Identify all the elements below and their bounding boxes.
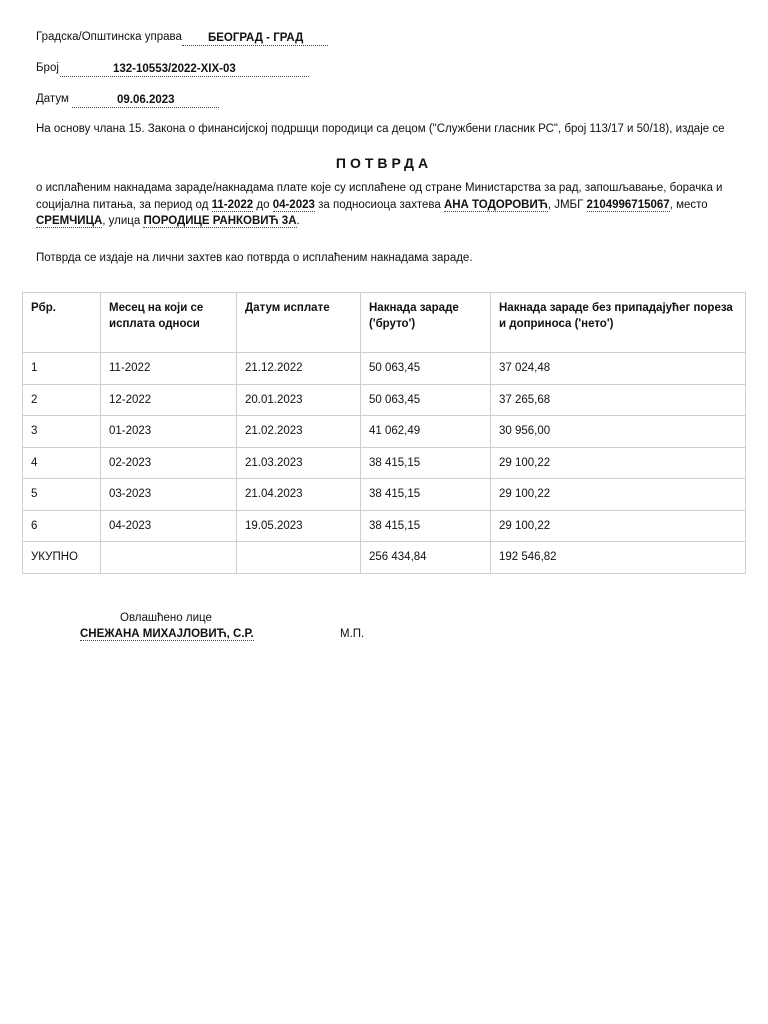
cell-payment-date: 21.02.2023 <box>237 416 361 448</box>
cell-payment-date: 19.05.2023 <box>237 510 361 542</box>
cell-payment-date: 20.01.2023 <box>237 384 361 416</box>
cell-gross: 38 415,15 <box>361 447 491 479</box>
period-to: 04-2023 <box>272 198 315 211</box>
para-text-3: за подносиоца захтева <box>314 198 444 211</box>
header-gross: Накнада зараде ('бруто') <box>361 293 491 353</box>
authority-label: Градска/Општинска управа <box>36 31 182 43</box>
cell-net: 29 100,22 <box>491 479 746 511</box>
cell-ordinal: 2 <box>23 384 101 416</box>
total-net: 192 546,82 <box>491 542 746 574</box>
table-header-row <box>23 293 746 353</box>
number-label: Број <box>36 62 59 74</box>
header-net: Накнада зараде без припадајућег пореза и доприноса ('нето') <box>491 293 746 353</box>
table-row <box>23 384 746 416</box>
street-value: ПОРОДИЦЕ РАНКОВИЋ 3А <box>143 215 297 227</box>
stamp-placeholder: М.П. <box>340 628 365 640</box>
payments-table <box>22 292 746 574</box>
cell-payment-date: 21.03.2023 <box>237 447 361 479</box>
cell-payment-date: 21.12.2022 <box>237 353 361 385</box>
para-text-4: , ЈМБГ <box>547 198 587 211</box>
number-value: 132-10553/2022-XIX-03 <box>60 62 309 77</box>
header-month: Месец на који се исплата односи <box>101 293 237 353</box>
cell-gross: 50 063,45 <box>361 353 491 385</box>
table-row <box>23 510 746 542</box>
date-value: 09.06.2023 <box>72 93 219 108</box>
intro-text: На основу члана 15. Закона о финансијској подршци породици са децом ("Службени гласник РС", број 113/17 и 50/18), издаје се <box>36 123 725 135</box>
cell-net: 37 265,68 <box>491 384 746 416</box>
para-text-5: , место <box>669 198 708 211</box>
cell-month: 12-2022 <box>101 384 237 416</box>
date-label: Датум <box>36 93 69 105</box>
authority-value: БЕОГРАД - ГРАД <box>182 31 328 46</box>
cell-ordinal: 1 <box>23 353 101 385</box>
signature-label: Овлашћено лице <box>120 612 212 624</box>
cell-ordinal: 3 <box>23 416 101 448</box>
table-row <box>23 447 746 479</box>
cell-net: 30 956,00 <box>491 416 746 448</box>
note-text: Потврда се издаје на лични захтев као потврда о исплаћеним накнадама зараде. <box>36 252 473 264</box>
total-empty-month <box>101 542 237 574</box>
table-row <box>23 479 746 511</box>
table-total-row <box>23 542 746 574</box>
header-ordinal: Рбр. <box>23 293 101 353</box>
total-empty-date <box>237 542 361 574</box>
para-text-1: о исплаћеним накнадама зараде/накнадама плате које су исплаћене од стране Министарства за рад, запошљавање, борачка и социјална питања, за период од <box>36 182 723 211</box>
cell-payment-date: 21.04.2023 <box>237 479 361 511</box>
place-value: СРЕМЧИЦА <box>36 215 103 227</box>
para-text-2: до <box>253 198 273 211</box>
para-text-6: , улица <box>102 215 144 227</box>
cell-net: 29 100,22 <box>491 510 746 542</box>
cell-net: 37 024,48 <box>491 353 746 385</box>
cell-gross: 41 062,49 <box>361 416 491 448</box>
signature-name: СНЕЖАНА МИХАЈЛОВИЋ, С.Р. <box>80 628 254 640</box>
jmbg-value: 2104996715067 <box>586 198 670 211</box>
document-title: ПОТВРДА <box>335 155 433 171</box>
cell-gross: 50 063,45 <box>361 384 491 416</box>
total-label: УКУПНО <box>23 542 101 574</box>
cell-month: 01-2023 <box>101 416 237 448</box>
para-text-7: . <box>296 215 300 227</box>
cell-ordinal: 4 <box>23 447 101 479</box>
cell-gross: 38 415,15 <box>361 479 491 511</box>
applicant-name: АНА ТОДОРОВИЋ <box>443 198 548 211</box>
table-row <box>23 353 746 385</box>
cell-ordinal: 6 <box>23 510 101 542</box>
cell-ordinal: 5 <box>23 479 101 511</box>
cell-gross: 38 415,15 <box>361 510 491 542</box>
cell-month: 04-2023 <box>101 510 237 542</box>
period-from: 11-2022 <box>211 198 254 211</box>
cell-month: 02-2023 <box>101 447 237 479</box>
main-paragraph <box>36 180 726 230</box>
cell-month: 03-2023 <box>101 479 237 511</box>
header-payment-date: Датум исплате <box>237 293 361 353</box>
cell-month: 11-2022 <box>101 353 237 385</box>
table-row <box>23 416 746 448</box>
total-gross: 256 434,84 <box>361 542 491 574</box>
cell-net: 29 100,22 <box>491 447 746 479</box>
